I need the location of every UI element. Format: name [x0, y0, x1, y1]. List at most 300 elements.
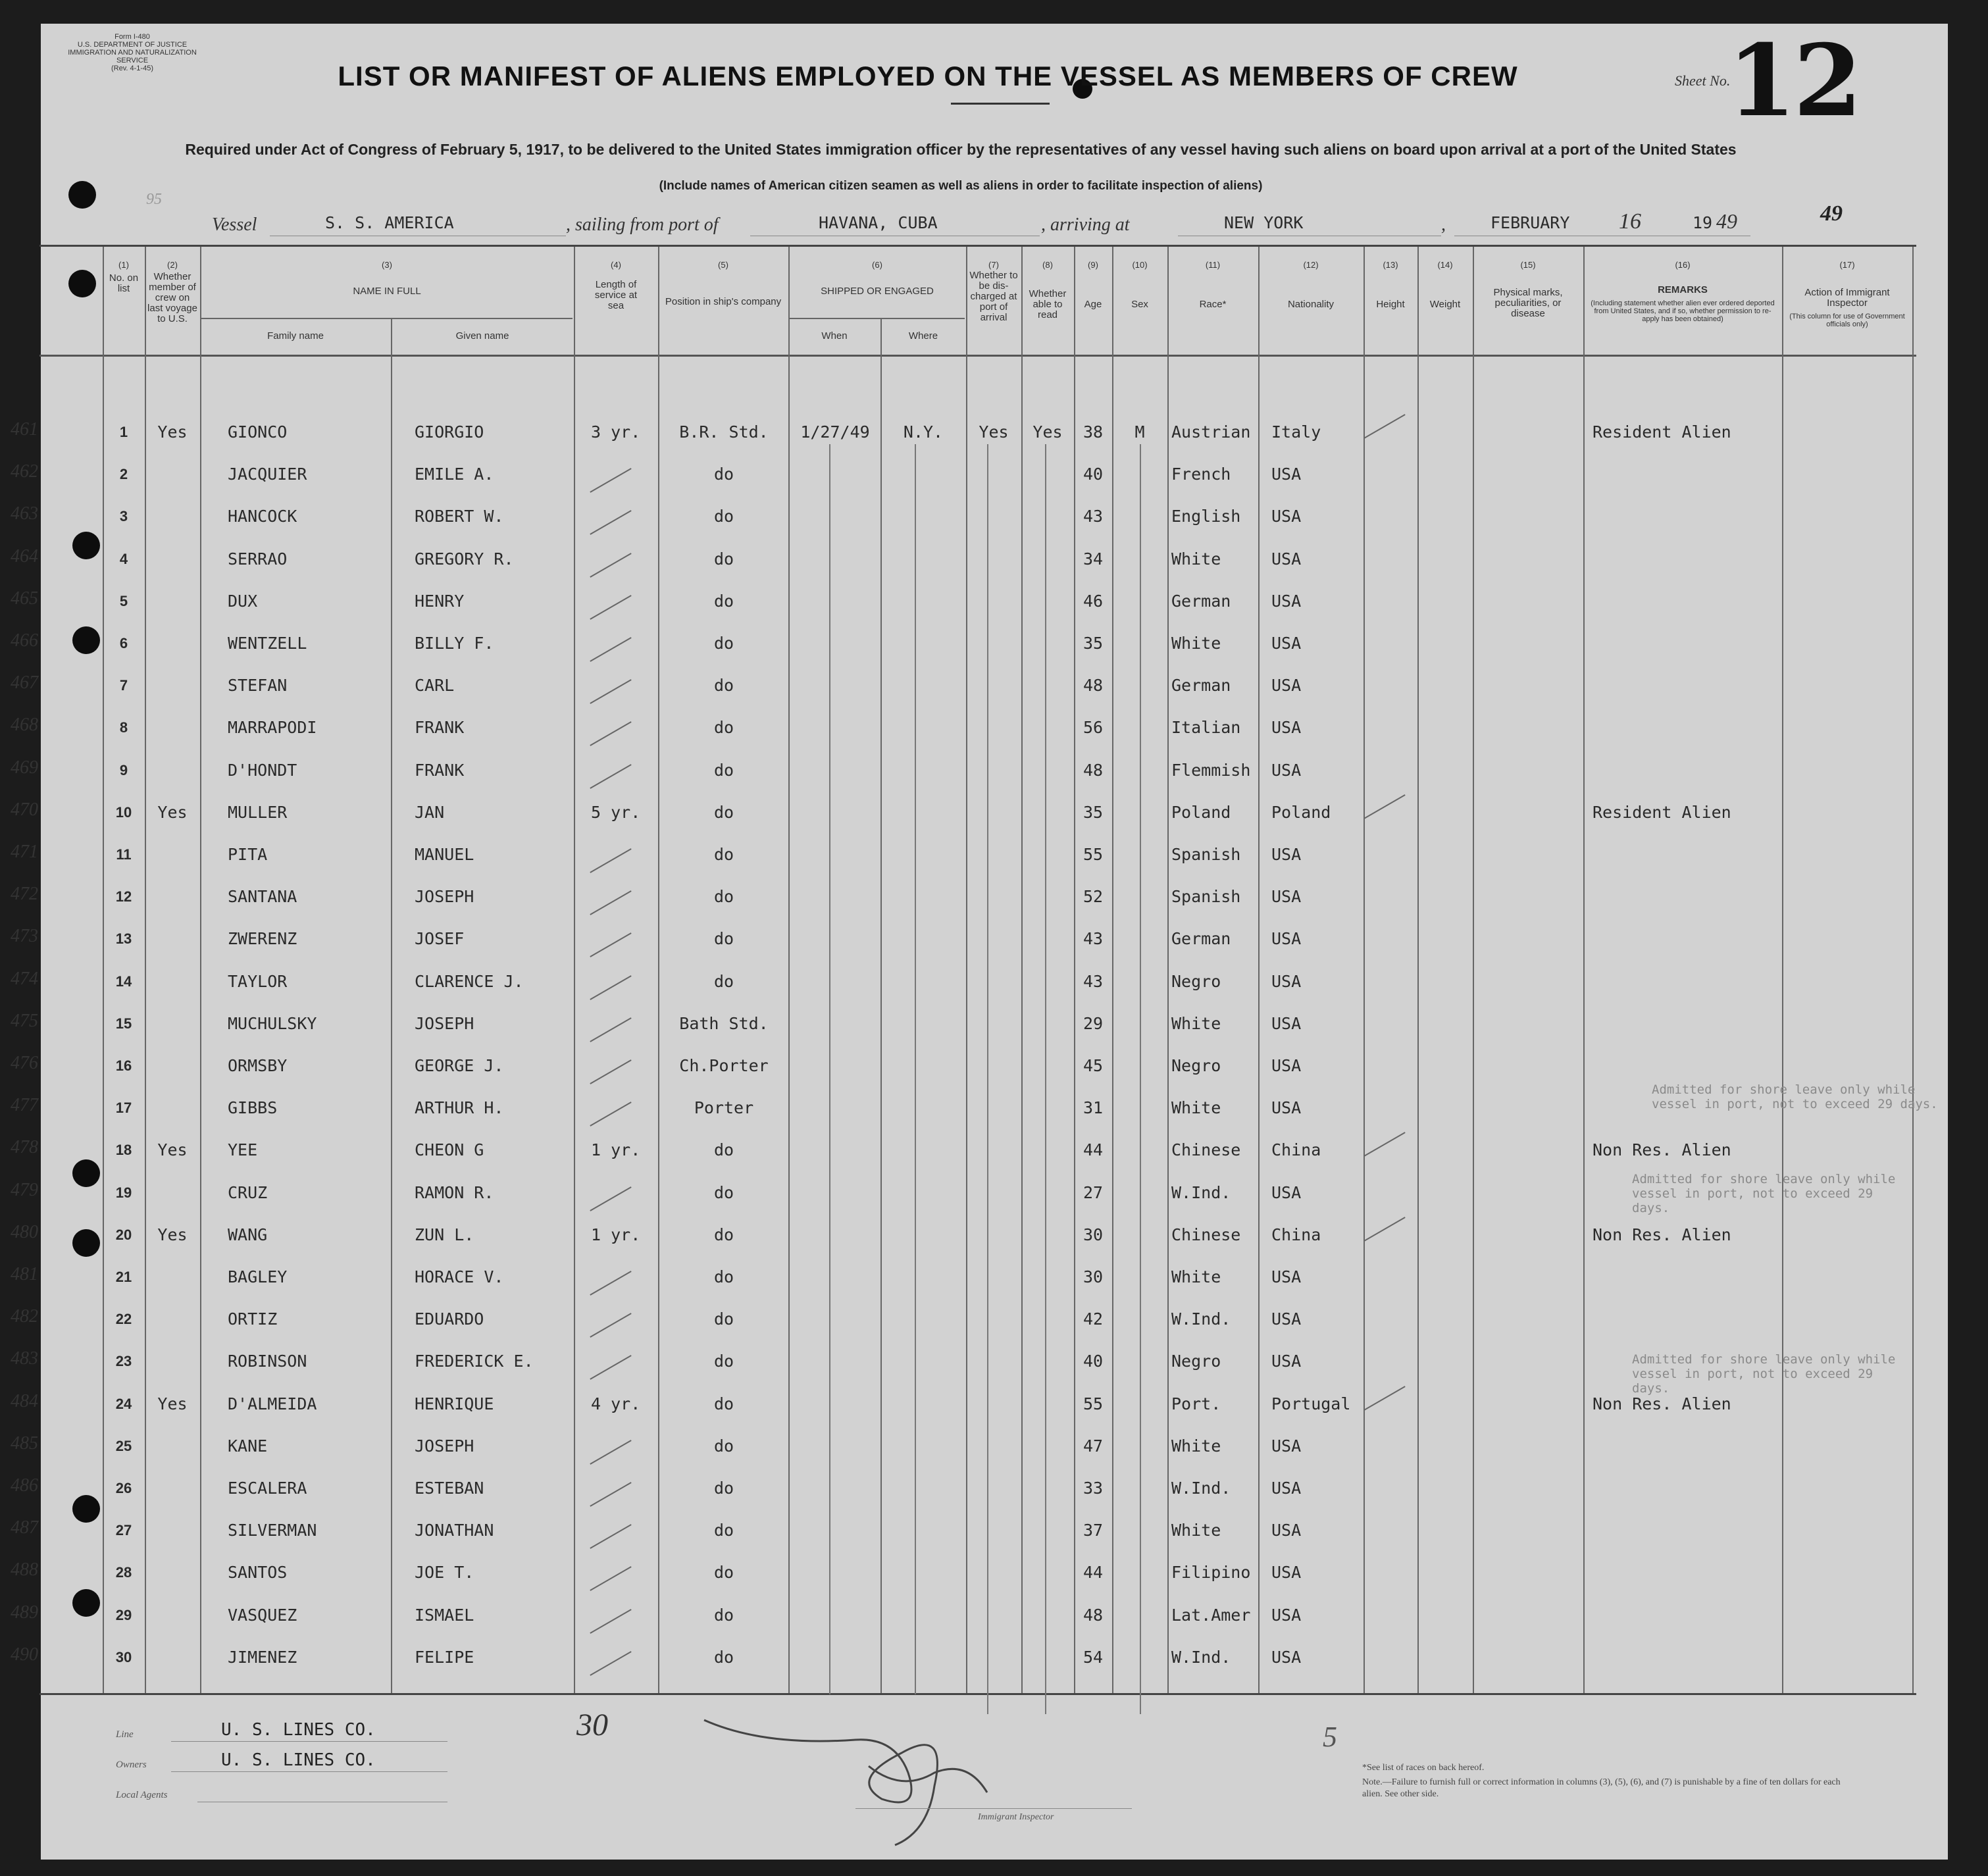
family-name-cell: TAYLOR: [228, 971, 288, 991]
table-row: [11, 961, 1916, 1003]
line-value: U. S. LINES CO.: [221, 1720, 376, 1740]
list-number-cell: 18: [115, 1142, 132, 1159]
shore-leave-stamp: Admitted for shore leave only while vessel in port, not to exceed 29 days.: [1632, 1352, 1896, 1396]
table-row: [11, 1045, 1916, 1087]
race-cell: White: [1171, 549, 1221, 569]
position-cell: do: [713, 1647, 734, 1667]
line-number: 485: [11, 1432, 38, 1454]
col-service-header: Length of service at sea: [594, 279, 638, 311]
header-rule: [39, 355, 1916, 357]
race-cell: Flemmish: [1171, 760, 1251, 780]
line-number: 469: [11, 757, 38, 778]
col-race-header: Race*: [1199, 299, 1227, 310]
table-row: [11, 1214, 1916, 1256]
position-cell: do: [713, 1563, 734, 1583]
age-cell: 55: [1083, 1394, 1104, 1413]
position-cell: do: [713, 1182, 734, 1202]
race-cell: German: [1171, 591, 1231, 611]
race-cell: French: [1171, 465, 1231, 484]
race-cell: Austrian: [1171, 422, 1251, 442]
family-name-cell: MUCHULSKY: [228, 1013, 317, 1033]
age-cell: 48: [1083, 1605, 1104, 1625]
table-row: [11, 622, 1916, 665]
family-name-cell: JACQUIER: [228, 465, 307, 484]
position-cell: do: [713, 760, 734, 780]
line-number: 476: [11, 1053, 38, 1073]
race-cell: Spanish: [1171, 845, 1241, 864]
table-row: [11, 918, 1916, 960]
race-cell: Negro: [1171, 1056, 1221, 1075]
position-cell: do: [713, 1436, 734, 1456]
family-name-cell: PITA: [228, 845, 268, 864]
position-cell: do: [713, 929, 734, 949]
race-cell: Italian: [1171, 718, 1241, 738]
service-tick-mark: [590, 1017, 631, 1042]
list-number-cell: 20: [115, 1226, 132, 1243]
family-name-cell: JIMENEZ: [228, 1647, 297, 1667]
race-cell: White: [1171, 634, 1221, 653]
table-row: [11, 1552, 1916, 1594]
race-cell: Chinese: [1171, 1140, 1241, 1160]
remarks-cell: Non Res. Alien: [1593, 1225, 1731, 1244]
age-cell: 54: [1083, 1647, 1104, 1667]
col-given-name-header: Given name: [455, 330, 509, 342]
line-number: 488: [11, 1559, 38, 1581]
family-name-cell: BAGLEY: [228, 1267, 288, 1286]
col-weight-header: Weight: [1429, 299, 1461, 310]
nationality-cell: USA: [1271, 1013, 1302, 1033]
line-number: 468: [11, 715, 38, 736]
service-tick-mark: [590, 933, 631, 958]
age-cell: 35: [1083, 634, 1104, 653]
list-number-cell: 8: [119, 719, 128, 736]
nationality-cell: Poland: [1271, 802, 1331, 822]
col-7-number: (7): [988, 260, 999, 270]
arriving-label: , arriving at: [1041, 215, 1130, 235]
family-name-cell: ESCALERA: [228, 1479, 307, 1498]
family-name-cell: SANTANA: [228, 887, 297, 907]
list-number-cell: 10: [115, 803, 132, 821]
sheet-number-label: Sheet No.: [1675, 72, 1731, 89]
table-row: [11, 749, 1916, 792]
line-number: 470: [11, 799, 38, 820]
position-cell: do: [713, 971, 734, 991]
title-underline: [951, 103, 1050, 105]
age-cell: 48: [1083, 760, 1104, 780]
line-number: 461: [11, 419, 38, 440]
age-cell: 31: [1083, 1098, 1104, 1118]
position-cell: do: [713, 1521, 734, 1540]
owners-value: U. S. LINES CO.: [221, 1750, 376, 1770]
col-remarks-note: (Including statement whether alien ever ordered deported from United States, and if so, whether permission to re-apply has been obtained): [1591, 299, 1775, 323]
list-number-cell: 3: [119, 508, 128, 525]
table-row: [11, 792, 1916, 834]
position-cell: do: [713, 676, 734, 696]
line-number: 464: [11, 545, 38, 567]
col-no-header: No. on list: [109, 272, 139, 294]
service-tick-mark: [590, 1567, 631, 1592]
service-length-cell: 5 yr.: [591, 802, 641, 822]
nationality-tick-mark: [1364, 794, 1405, 819]
given-name-cell: FRANK: [415, 718, 465, 738]
remarks-cell: Non Res. Alien: [1593, 1140, 1731, 1160]
age-cell: 34: [1083, 549, 1104, 569]
family-name-cell: SILVERMAN: [228, 1521, 317, 1540]
service-tick-mark: [590, 1271, 631, 1296]
list-number-cell: 11: [116, 846, 132, 863]
list-number-cell: 4: [119, 550, 128, 567]
race-cell: Port.: [1171, 1394, 1221, 1413]
list-number-cell: 6: [119, 635, 128, 651]
race-cell: Negro: [1171, 971, 1221, 991]
line-number: 484: [11, 1390, 38, 1411]
position-cell: do: [713, 634, 734, 653]
line-number: 482: [11, 1306, 38, 1327]
corner-mark: 49: [1820, 201, 1843, 226]
position-cell: do: [713, 1352, 734, 1371]
line-number: 466: [11, 630, 38, 651]
table-row: [11, 1129, 1916, 1171]
position-cell: do: [713, 845, 734, 864]
given-name-cell: ARTHUR H.: [415, 1098, 504, 1118]
age-cell: 40: [1083, 1352, 1104, 1371]
col-nationality-header: Nationality: [1287, 299, 1335, 310]
nationality-cell: USA: [1271, 971, 1302, 991]
page-subtitle: Required under Act of Congress of February 5, 1917, to be delivered to the United States immigration officer by the representatives of any vessel having such aliens on board upon arrival at a port of the United States: [185, 141, 1737, 158]
family-name-cell: MULLER: [228, 802, 288, 822]
age-cell: 46: [1083, 591, 1104, 611]
col-14-number: (14): [1437, 260, 1453, 270]
position-cell: do: [713, 1309, 734, 1329]
service-tick-mark: [590, 1440, 631, 1465]
list-number-cell: 13: [115, 930, 132, 948]
age-cell: 43: [1083, 971, 1104, 991]
line-number: 479: [11, 1179, 38, 1200]
age-cell: 43: [1083, 929, 1104, 949]
family-name-cell: D'HONDT: [228, 760, 297, 780]
nationality-cell: USA: [1271, 549, 1302, 569]
position-cell: do: [713, 1394, 734, 1413]
service-tick-mark: [590, 553, 631, 578]
nationality-cell: USA: [1271, 1352, 1302, 1371]
col-family-name-header: Family name: [267, 330, 324, 342]
race-cell: White: [1171, 1098, 1221, 1118]
age-cell: 30: [1083, 1267, 1104, 1286]
list-number-cell: 5: [119, 592, 128, 609]
given-name-cell: FELIPE: [415, 1647, 474, 1667]
vessel-label: Vessel: [212, 215, 257, 235]
given-name-cell: BILLY F.: [415, 634, 494, 653]
page-title: LIST OR MANIFEST OF ALIENS EMPLOYED ON THE VESSEL AS MEMBERS OF CREW: [338, 61, 1518, 91]
age-cell: 55: [1083, 845, 1104, 864]
position-cell: do: [713, 549, 734, 569]
check-mark: 5: [1323, 1721, 1337, 1753]
table-row: [11, 1256, 1916, 1298]
previous-voyage-cell: Yes: [157, 802, 188, 822]
family-name-cell: HANCOCK: [228, 507, 297, 526]
race-cell: W.Ind.: [1171, 1182, 1231, 1202]
line-underline: [171, 1741, 447, 1742]
table-row: [11, 1594, 1916, 1636]
given-name-cell: FRANK: [415, 760, 465, 780]
col-physical-header: Physical marks, peculiarities, or disease: [1493, 287, 1563, 319]
table-row: [11, 834, 1916, 876]
col-1-number: (1): [118, 260, 129, 270]
col-13-number: (13): [1383, 260, 1398, 270]
family-name-cell: KANE: [228, 1436, 268, 1456]
service-length-cell: 1 yr.: [591, 1140, 641, 1160]
age-cell: 44: [1083, 1140, 1104, 1160]
col-16-number: (16): [1675, 260, 1691, 270]
list-number-cell: 27: [115, 1522, 132, 1539]
service-tick-mark: [590, 1186, 631, 1211]
race-cell: Poland: [1171, 802, 1231, 822]
table-row: [11, 1003, 1916, 1045]
nationality-tick-mark: [1364, 1386, 1405, 1411]
inspector-label: Immigrant Inspector: [978, 1812, 1054, 1822]
list-number-cell: 12: [115, 888, 132, 905]
col-4-number: (4): [611, 260, 621, 270]
service-tick-mark: [590, 1356, 631, 1381]
col-action-header: Action of Immigrant Inspector: [1804, 287, 1890, 309]
line-number: 473: [11, 926, 38, 947]
race-cell: W.Ind.: [1171, 1479, 1231, 1498]
nationality-cell: USA: [1271, 887, 1302, 907]
position-cell: do: [713, 1267, 734, 1286]
line-number: 463: [11, 503, 38, 524]
col-10-number: (10): [1132, 260, 1148, 270]
remarks-cell: Non Res. Alien: [1593, 1394, 1731, 1413]
col-name-header: NAME IN FULL: [353, 286, 421, 297]
inspector-signature: [684, 1700, 1079, 1852]
nationality-tick-mark: [1364, 1217, 1405, 1242]
position-cell: do: [713, 1140, 734, 1160]
age-cell: 27: [1083, 1182, 1104, 1202]
shore-leave-stamp: Admitted for shore leave only while vessel in port, not to exceed 29 days.: [1632, 1172, 1896, 1215]
race-cell: Chinese: [1171, 1225, 1241, 1244]
nationality-cell: USA: [1271, 1056, 1302, 1075]
given-name-cell: JOSEPH: [415, 1013, 474, 1033]
family-name-cell: ZWERENZ: [228, 929, 297, 949]
col-8-number: (8): [1042, 260, 1053, 270]
year-prefix: 19: [1693, 213, 1713, 232]
family-name-cell: YEE: [228, 1140, 258, 1160]
owners-underline: [171, 1771, 447, 1772]
position-cell: do: [713, 1225, 734, 1244]
family-name-cell: SANTOS: [228, 1563, 288, 1583]
service-tick-mark: [590, 1313, 631, 1338]
given-name-cell: HORACE V.: [415, 1267, 504, 1286]
age-cell: 47: [1083, 1436, 1104, 1456]
list-number-cell: 1: [119, 424, 128, 440]
previous-voyage-cell: Yes: [157, 1225, 188, 1244]
nationality-cell: USA: [1271, 1521, 1302, 1540]
given-name-cell: EDUARDO: [415, 1309, 484, 1329]
service-tick-mark: [590, 975, 631, 1000]
table-row: [11, 1467, 1916, 1509]
age-cell: 44: [1083, 1563, 1104, 1583]
family-name-cell: WANG: [228, 1225, 268, 1244]
service-tick-mark: [590, 1059, 631, 1084]
race-cell: Negro: [1171, 1352, 1221, 1371]
service-tick-mark: [590, 1482, 631, 1507]
position-cell: Bath Std.: [679, 1013, 769, 1033]
line-number: 471: [11, 842, 38, 862]
col-9-number: (9): [1088, 260, 1098, 270]
given-name-cell: GEORGE J.: [415, 1056, 504, 1075]
service-tick-mark: [590, 595, 631, 620]
agents-label: Local Agents: [116, 1790, 168, 1800]
given-name-cell: JOSEF: [415, 929, 465, 949]
list-number-cell: 29: [115, 1606, 132, 1623]
family-name-cell: ROBINSON: [228, 1352, 307, 1371]
shore-leave-stamp: Admitted for shore leave only while vessel in port, not to exceed 29 days.: [1652, 1082, 1938, 1111]
line-number: 477: [11, 1095, 38, 1116]
age-cell: 33: [1083, 1479, 1104, 1498]
arrival-day: 16: [1619, 209, 1641, 234]
given-name-cell: GREGORY R.: [415, 549, 514, 569]
given-name-cell: MANUEL: [415, 845, 474, 864]
age-cell: 30: [1083, 1225, 1104, 1244]
col-sex-header: Sex: [1131, 299, 1148, 310]
family-name-cell: DUX: [228, 591, 258, 611]
age-cell: 45: [1083, 1056, 1104, 1075]
age-cell: 56: [1083, 718, 1104, 738]
list-number-cell: 19: [115, 1184, 132, 1201]
race-cell: White: [1171, 1436, 1221, 1456]
table-row: [11, 538, 1916, 580]
nationality-cell: USA: [1271, 929, 1302, 949]
line-number: 472: [11, 884, 38, 905]
vessel-name: S. S. AMERICA: [325, 213, 454, 232]
col-12-number: (12): [1303, 260, 1319, 270]
position-cell: do: [713, 507, 734, 526]
family-name-cell: GIONCO: [228, 422, 288, 442]
list-number-cell: 14: [115, 973, 132, 990]
sailing-label: , sailing from port of: [566, 215, 719, 235]
previous-voyage-cell: Yes: [157, 1140, 188, 1160]
age-cell: 37: [1083, 1521, 1104, 1540]
family-name-cell: D'ALMEIDA: [228, 1394, 317, 1413]
race-cell: Lat.Amer: [1171, 1605, 1251, 1625]
nationality-cell: USA: [1271, 1605, 1302, 1625]
penalty-note: Note.—Failure to furnish full or correct information in columns (3), (5), (6), and (7) is punishable by a fine of ten dollars for each alien. See other side.: [1362, 1777, 1841, 1799]
shipped-where-cell: N.Y.: [903, 422, 944, 442]
race-cell: German: [1171, 676, 1231, 696]
service-tick-mark: [590, 1609, 631, 1634]
nationality-cell: USA: [1271, 465, 1302, 484]
position-cell: do: [713, 465, 734, 484]
race-cell: White: [1171, 1013, 1221, 1033]
col-6-number: (6): [872, 260, 882, 270]
shipped-when-cell: 1/27/49: [800, 422, 870, 442]
col-11-number: (11): [1205, 260, 1221, 270]
nationality-tick-mark: [1364, 1132, 1405, 1157]
nationality-cell: USA: [1271, 634, 1302, 653]
list-number-cell: 2: [119, 466, 128, 483]
col-shipped-header: SHIPPED OR ENGAGED: [821, 286, 934, 297]
col-3-number: (3): [382, 260, 392, 270]
given-name-cell: ISMAEL: [415, 1605, 474, 1625]
race-cell: White: [1171, 1521, 1221, 1540]
position-cell: do: [713, 1605, 734, 1625]
race-cell: W.Ind.: [1171, 1647, 1231, 1667]
service-tick-mark: [590, 1651, 631, 1676]
nationality-cell: USA: [1271, 1479, 1302, 1498]
nationality-cell: USA: [1271, 845, 1302, 864]
age-cell: 48: [1083, 676, 1104, 696]
position-cell: do: [713, 1479, 734, 1498]
service-length-cell: 3 yr.: [591, 422, 641, 442]
col-discharge-header: Whether to be dis-charged at port of arrival: [969, 270, 1018, 323]
table-row: [11, 1636, 1916, 1679]
line-number: 487: [11, 1517, 38, 1538]
arrival-year: 49: [1716, 209, 1737, 233]
given-name-cell: JOE T.: [415, 1563, 474, 1583]
line-number: 490: [11, 1644, 38, 1665]
age-cell: 38: [1083, 422, 1104, 442]
list-number-cell: 25: [115, 1437, 132, 1454]
line-number: 465: [11, 588, 38, 609]
table-row: [11, 707, 1916, 749]
given-name-cell: JOSEPH: [415, 887, 474, 907]
arrival-month: FEBRUARY: [1491, 213, 1570, 232]
given-name-cell: JOSEPH: [415, 1436, 474, 1456]
line-number: 480: [11, 1221, 38, 1242]
nationality-cell: China: [1271, 1225, 1321, 1244]
total-count: 30: [576, 1708, 608, 1742]
list-number-cell: 9: [119, 761, 128, 778]
table-row: [11, 411, 1916, 453]
family-name-cell: SERRAO: [228, 549, 288, 569]
given-name-cell: EMILE A.: [415, 465, 494, 484]
service-tick-mark: [590, 511, 631, 536]
form-identifier: Form I-480 U.S. DEPARTMENT OF JUSTICE IMMIGRATION AND NATURALIZATION SERVICE (Rev. 4-1-45): [68, 33, 197, 72]
age-cell: 42: [1083, 1309, 1104, 1329]
crew-table: [11, 245, 1938, 1695]
table-row: [11, 876, 1916, 918]
departure-port: HAVANA, CUBA: [819, 213, 938, 232]
col-when-header: When: [821, 330, 848, 342]
line-number: 483: [11, 1348, 38, 1369]
race-cell: Filipino: [1171, 1563, 1251, 1583]
age-cell: 35: [1083, 802, 1104, 822]
family-name-cell: ORTIZ: [228, 1309, 278, 1329]
family-name-cell: GIBBS: [228, 1098, 278, 1118]
family-name-cell: MARRAPODI: [228, 718, 317, 738]
nationality-cell: USA: [1271, 1309, 1302, 1329]
position-cell: do: [713, 802, 734, 822]
given-name-cell: CHEON G: [415, 1140, 484, 1160]
col-height-header: Height: [1376, 299, 1405, 310]
race-cell: White: [1171, 1267, 1221, 1286]
line-number: 474: [11, 968, 38, 989]
age-cell: 52: [1083, 887, 1104, 907]
service-tick-mark: [590, 1524, 631, 1549]
nationality-cell: USA: [1271, 1182, 1302, 1202]
nationality-cell: USA: [1271, 1647, 1302, 1667]
given-name-cell: CARL: [415, 676, 455, 696]
nationality-cell: Portugal: [1271, 1394, 1351, 1413]
nationality-cell: USA: [1271, 1098, 1302, 1118]
given-name-cell: CLARENCE J.: [415, 971, 524, 991]
given-name-cell: JAN: [415, 802, 445, 822]
line-label: Line: [116, 1729, 134, 1740]
service-length-cell: 4 yr.: [591, 1394, 641, 1413]
list-number-cell: 7: [119, 677, 128, 694]
previous-voyage-cell: Yes: [157, 422, 188, 442]
sheet-number: 12: [1727, 23, 1860, 139]
